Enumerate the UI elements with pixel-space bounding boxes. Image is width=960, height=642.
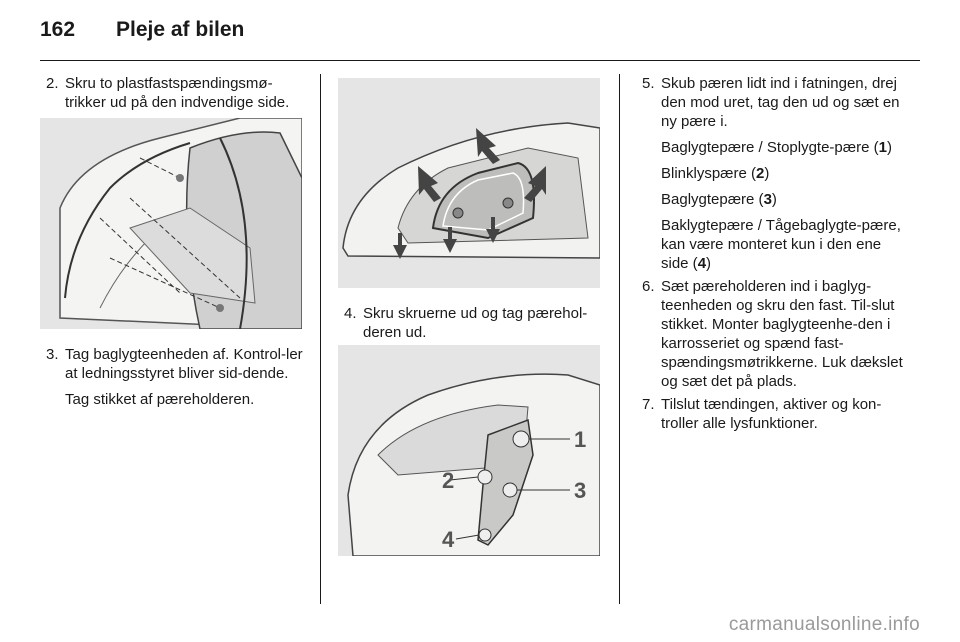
step-6-number: 6. [642,278,655,295]
step-2-text: Skru to plastfastspændingsmø-trikker ud på den indvendige side. [65,75,290,111]
page-number: 162 [40,18,76,41]
step-6-text: Sæt pæreholderen ind i baglyg-teenheden og skru den fast. Til-slut stikket. Monter baglygteenhe-den i karrosseriet og spænd fast-spændingsmøtrikkerne. Luk dækslet og sæt det på plads. [661,278,903,390]
step-5-text: Skub pæren lidt ind i fatningen, drej den mod uret, tag den ud og sæt en ny pære i. [661,75,900,130]
column-1 [40,74,305,112]
step-2-number: 2. [46,75,59,92]
bulb-4-line: Baklygtepære / Tågebaglygte-pære, kan være monteret kun i den ene side (4) [661,217,901,272]
callout-3: 3 [574,478,587,503]
bulb-2-line: Blinklyspære (2) [661,165,770,182]
column-1-lower [40,345,305,409]
page-title: Pleje af bilen [116,18,245,41]
step-4-number: 4. [344,305,357,322]
step-3-sub: Tag stikket af pæreholderen. [65,391,255,408]
bulb-3-line: Baglygtepære (3) [661,191,777,208]
step-2 [40,74,305,112]
header-rule [40,60,920,61]
callout-2: 2 [442,468,455,493]
step-7-number: 7. [642,396,655,413]
column-divider-right [619,74,620,604]
bulb-1-line: Baglygtepære / Stoplygte-pære (1) [661,139,892,156]
column-divider-left [320,74,321,604]
step-7 [636,395,904,433]
step-3-text: Tag baglygteenheden af. Kontrol-ler at ledningsstyret bliver sid-dende. [65,346,303,382]
watermark: carmanualsonline.info [728,614,920,635]
column-2-text [338,304,608,342]
step-5 [636,74,904,131]
figure-bulb-holder-screws [338,78,600,288]
step-7-text: Tilslut tændingen, aktiver og kon-troller alle lysfunktioner. [661,396,882,432]
step-3-number: 3. [46,346,59,363]
step-3 [40,345,305,383]
step-5-number: 5. [642,75,655,92]
step-6 [636,277,904,391]
figure-bulb-positions [338,345,600,556]
step-4-text: Skru skruerne ud og tag pærehol-deren ud. [363,305,588,341]
page-header [40,18,244,52]
column-3 [636,74,904,433]
figure-rear-light-nuts [40,118,302,329]
callout-1: 1 [574,427,587,452]
step-4 [338,304,608,342]
callout-4: 4 [442,527,455,552]
